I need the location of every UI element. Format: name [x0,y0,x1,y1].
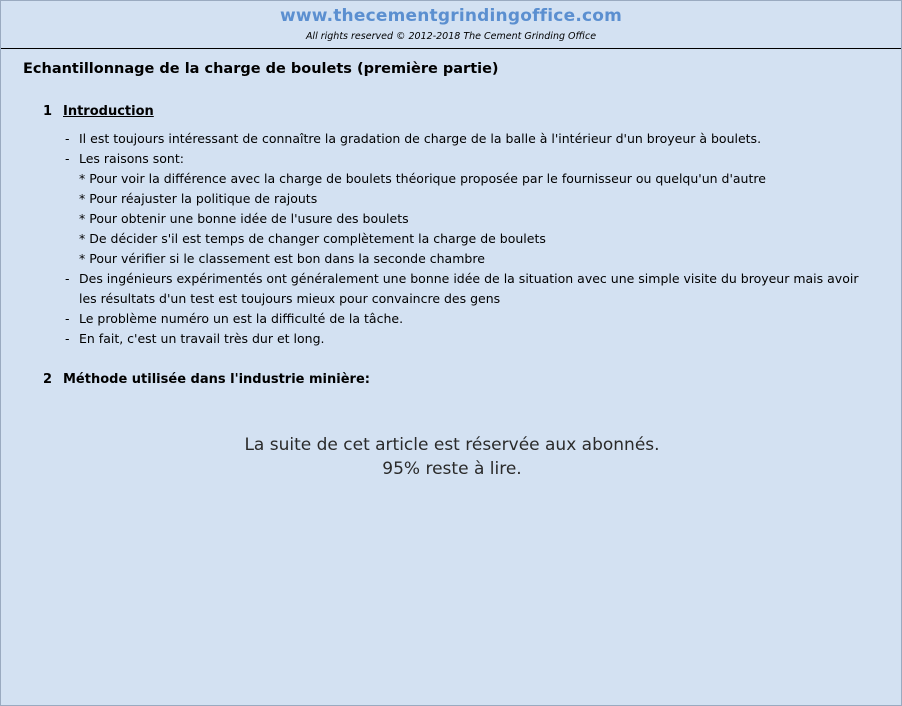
sub-bullet-text: * De décider s'il est temps de changer complètement la charge de boulets [79,231,546,246]
bullet-dash: - [65,151,70,166]
bullet-text: Des ingénieurs expérimentés ont généralement une bonne idée de la situation avec une simple visite du broyeur mais avoir [79,271,859,286]
document-title: Echantillonnage de la charge de boulets (première partie) [23,61,499,77]
section-title: Introduction [63,104,154,119]
bullet-dash: - [65,271,70,286]
bullet-text: Il est toujours intéressant de connaître la gradation de charge de la balle à l'intérieur d'un broyeur à boulets. [79,131,762,146]
section-number: 1 [43,104,53,119]
paywall-notice [1,433,902,481]
section-title: Méthode utilisée dans l'industrie minière: [63,372,370,387]
bullet-dash: - [65,131,70,146]
bullet-text-continuation: les résultats d'un test est toujours mieux pour convaincre des gens [79,291,501,306]
section-heading-methode [43,372,370,387]
bullet-dash: - [65,311,70,326]
page-header [1,1,901,49]
section-heading-introduction [43,104,154,119]
site-url-link[interactable]: www.thecementgrindingoffice.com [279,6,623,26]
bullet-text: Les raisons sont: [79,151,184,166]
section-number: 2 [43,372,53,387]
sub-bullet-text: * Pour voir la différence avec la charge de boulets théorique proposée par le fournisseur ou quelqu'un d'autre [79,171,766,186]
copyright-notice: All rights reserved © 2012-2018 The Cement Grinding Office [305,31,597,42]
paywall-message: La suite de cet article est réservée aux abonnés. [244,435,660,455]
bullet-text: Le problème numéro un est la difficulté de la tâche. [79,311,404,326]
sub-bullet-text: * Pour réajuster la politique de rajouts [79,191,318,206]
sub-bullet-text: * Pour vérifier si le classement est bon dans la seconde chambre [79,251,485,266]
sub-bullet-text: * Pour obtenir une bonne idée de l'usure des boulets [79,211,409,226]
paywall-remaining: 95% reste à lire. [382,459,522,479]
bullet-text: En fait, c'est un travail très dur et long. [79,331,325,346]
bullet-dash: - [65,331,70,346]
